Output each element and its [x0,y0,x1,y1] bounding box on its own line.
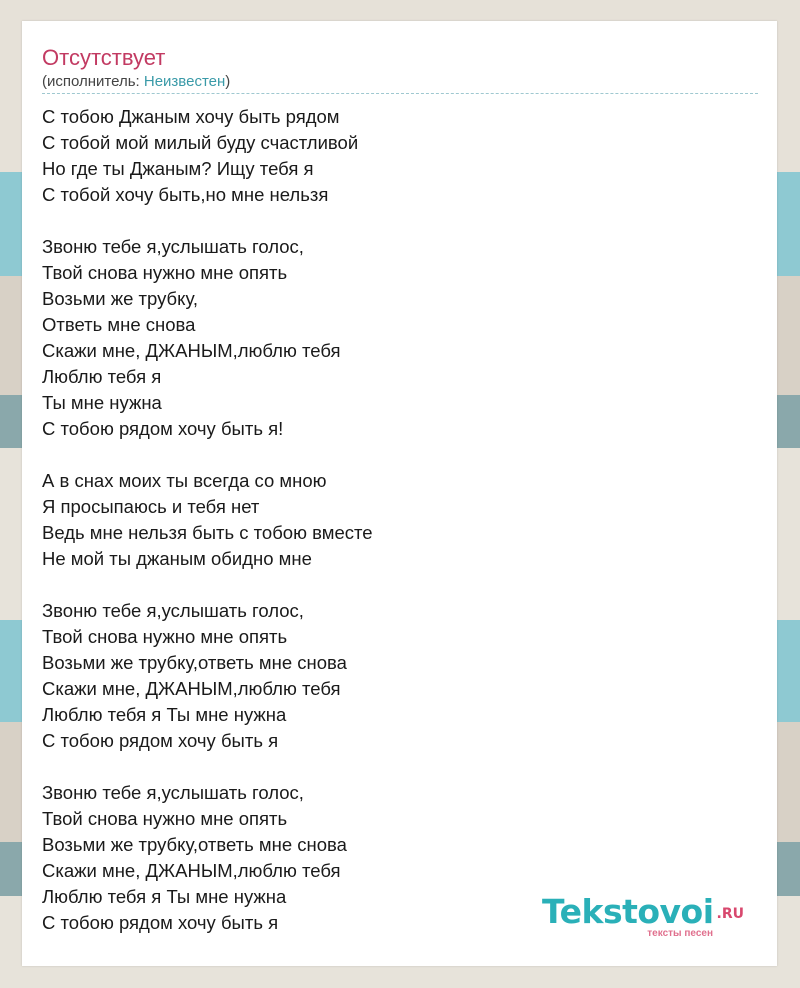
lyrics-line: Люблю тебя я [42,366,162,387]
lyrics-line: Люблю тебя я Ты мне нужна [42,704,287,725]
lyrics-line: Твой снова нужно мне опять [42,262,288,283]
lyrics-line: Звоню тебе я,услышать голос, [42,600,304,621]
lyrics-line: Звоню тебе я,услышать голос, [42,236,304,257]
lyrics-line: Люблю тебя я Ты мне нужна [42,886,287,907]
lyrics-line: Твой снова нужно мне опять [42,626,288,647]
lyrics-line: А в снах моих ты всегда со мною [42,470,327,491]
site-logo[interactable] [542,894,747,944]
lyrics-line: Ты мне нужна [42,392,162,413]
lyrics-line: С тобою Джаным хочу быть рядом [42,106,340,127]
lyrics-blank-line [42,572,742,598]
lyrics-line: Звоню тебе я,услышать голос, [42,782,304,803]
lyrics-line: Ответь мне снова [42,314,196,335]
lyrics-line: Не мой ты джаным обидно мне [42,548,312,569]
artist-prefix: (исполнитель: [42,73,144,90]
lyrics-line: Возьми же трубку,ответь мне снова [42,834,347,855]
lyrics-line: С тобою рядом хочу быть я [42,912,279,933]
lyrics-blank-line [42,442,742,468]
lyrics-text [42,104,742,936]
logo-domain: .RU [716,906,744,922]
song-title: Отсутствует [42,45,166,70]
lyrics-line: С тобою рядом хочу быть я! [42,418,284,439]
lyrics-line: Я просыпаюсь и тебя нет [42,496,260,517]
lyrics-line: Скажи мне, ДЖАНЫМ,люблю тебя [42,678,341,699]
lyrics-blank-line [42,754,742,780]
lyrics-line: Ведь мне нельзя быть с тобою вместе [42,522,373,543]
lyrics-line: Возьми же трубку,ответь мне снова [42,652,347,673]
lyrics-blank-line [42,208,742,234]
artist-suffix: ) [225,73,231,90]
lyrics-line: С тобой мой милый буду счастливой [42,132,359,153]
lyrics-line: С тобой хочу быть,но мне нельзя [42,184,329,205]
artist-link[interactable]: Неизвестен [143,73,226,90]
lyrics-line: Твой снова нужно мне опять [42,808,288,829]
lyrics-line: Но где ты Джаным? Ищу тебя я [42,158,314,179]
logo-tagline: тексты песен [647,928,713,939]
artist-line [42,73,230,91]
lyrics-line: Скажи мне, ДЖАНЫМ,люблю тебя [42,860,341,881]
lyrics-line: Скажи мне, ДЖАНЫМ,люблю тебя [42,340,341,361]
lyrics-card [22,21,777,966]
logo-wordmark: Tekstovoi [542,892,714,931]
lyrics-line: С тобою рядом хочу быть я [42,730,279,751]
title-divider [42,93,758,94]
lyrics-line: Возьми же трубку, [42,288,198,309]
